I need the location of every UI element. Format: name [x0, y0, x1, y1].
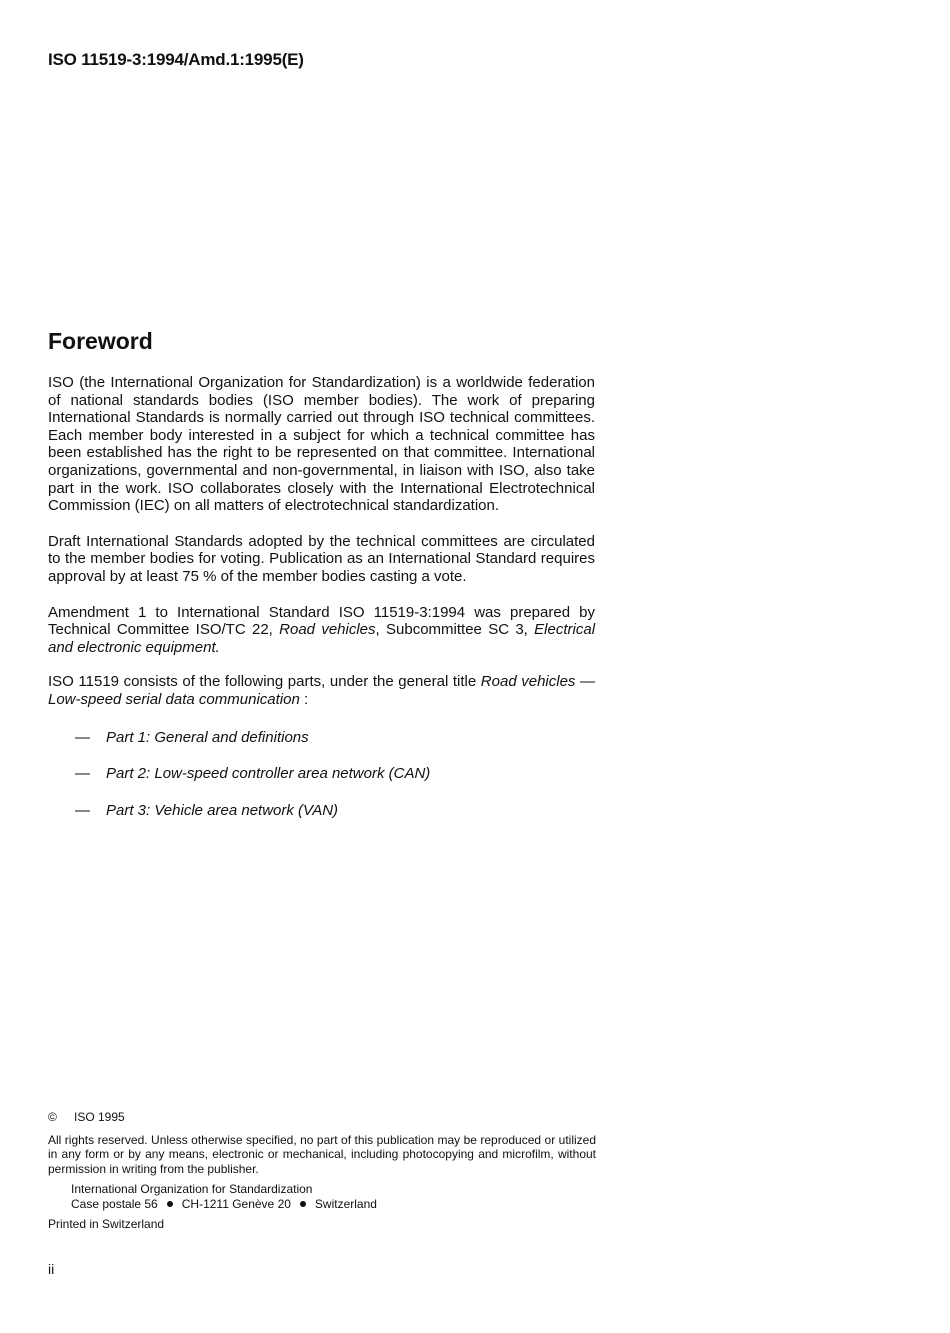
page-title: Foreword — [48, 328, 153, 354]
rights-notice: All rights reserved. Unless otherwise specified, no part of this publication may be reproduced or utilized in any form or by any means, electronic or mechanical, including photocopying and microfilm, without permission in writing from the publisher. — [48, 1132, 596, 1176]
paragraph-draft-standards: Draft International Standards adopted by the technical committees are circulated to the member bodies for voting. Publication as an International Standard requires approval by at least 75 % of the member bodies casting a vote. — [48, 532, 595, 585]
list-item — [75, 802, 595, 820]
page-number: ii — [48, 1261, 55, 1277]
amendment-road-vehicles: Road vehicles — [279, 621, 376, 639]
list-dash: — — [75, 765, 90, 783]
copyright-line — [48, 1110, 596, 1125]
parts-intro-colon: : — [299, 690, 309, 708]
amendment-text-2: , Subcommittee SC 3, — [375, 621, 535, 639]
bullet-icon — [300, 1201, 306, 1207]
copyright-icon: © — [48, 1110, 57, 1124]
bullet-icon — [167, 1201, 173, 1207]
publisher-name: International Organization for Standardization — [71, 1182, 313, 1196]
postal-country: Switzerland — [314, 1196, 377, 1211]
parts-list — [48, 729, 595, 820]
publisher-location — [71, 1197, 596, 1212]
parts-general-title: Road vehicles — Low-speed serial data communication — [48, 673, 595, 708]
postal-box: Case postale 56 — [71, 1196, 158, 1211]
paragraph-parts-intro — [48, 673, 595, 708]
list-dash: — — [75, 728, 90, 746]
list-item — [75, 729, 595, 747]
copyright-footer — [48, 1110, 596, 1232]
postal-city: CH-1211 Genève 20 — [181, 1196, 291, 1211]
printed-notice: Printed in Switzerland — [48, 1217, 165, 1231]
part-label: Part 1: General and definitions — [106, 728, 309, 746]
publisher-address — [71, 1182, 596, 1211]
parts-intro-text: ISO 11519 consists of the following parts, under the general title — [48, 673, 481, 691]
copyright-text: ISO 1995 — [74, 1110, 125, 1124]
part-label: Part 3: Vehicle area network (VAN) — [106, 801, 339, 819]
amendment-text-1: Amendment 1 to International Standard ISO 11519-3:1994 was prepared by Technical Committee ISO/TC 22, — [48, 603, 595, 639]
paragraph-amendment — [48, 604, 595, 657]
paragraph-iso-intro: ISO (the International Organization for Standardization) is a worldwide federation of national standards bodies (ISO member bodies). The work of preparing International Standards is normally carried out through ISO technical committees. Each member body interested in a subject for which a technical committee has been established has the right to be represented on that committee. International organizations, governmental and non-governmental, in liaison with ISO, also take part in the work. ISO collaborates closely with the International Electrotechnical Commission (IEC) on all matters of electrotechnical standardization. — [48, 374, 595, 515]
foreword-body — [48, 374, 595, 838]
document-reference: ISO 11519-3:1994/Amd.1:1995(E) — [48, 50, 304, 69]
list-item — [75, 765, 595, 783]
part-label: Part 2: Low-speed controller area network (CAN) — [106, 765, 431, 783]
list-dash: — — [75, 801, 90, 819]
amendment-electrical-equipment: Electrical and electronic equipment. — [48, 621, 596, 656]
